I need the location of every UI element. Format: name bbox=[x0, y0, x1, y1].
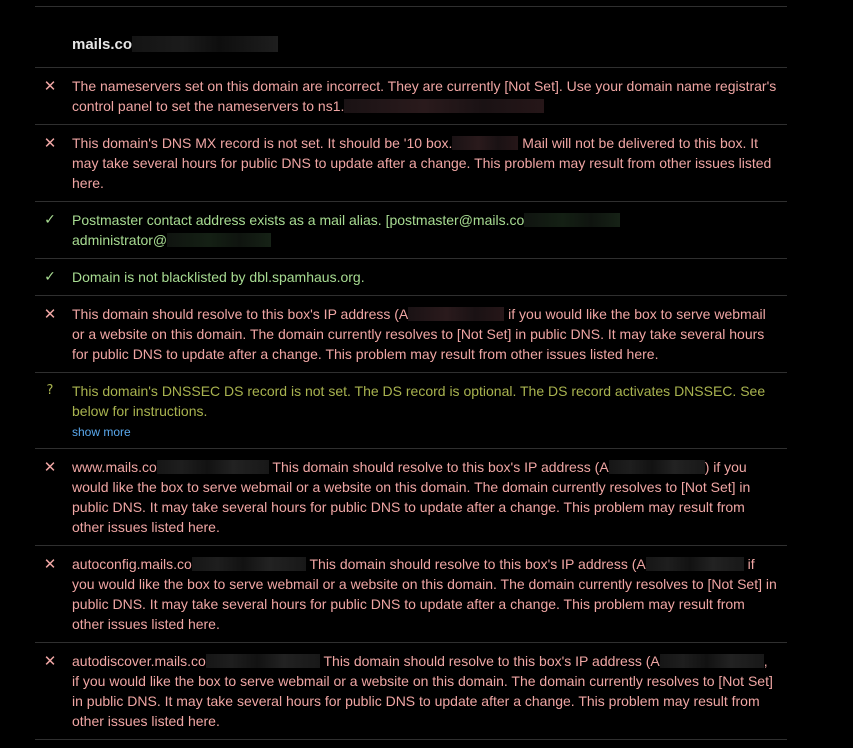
redacted-block bbox=[408, 307, 504, 321]
redacted-block bbox=[206, 654, 320, 668]
redacted-block bbox=[452, 136, 518, 150]
check-row-postmaster bbox=[35, 202, 787, 259]
check-message: autodiscover.mails.co This domain should resolve to this box's IP address (A , if you would like the box to serve webmail or a website on this domain. The domain currently resolves to [Not Set] in public DNS. It may take several hours for public DNS to update after a change. This problem may result from other issues listed here. bbox=[72, 653, 773, 729]
check-row-mx bbox=[35, 125, 787, 202]
question-icon: ? bbox=[46, 383, 54, 398]
check-row-nameservers bbox=[35, 68, 787, 125]
close-icon: ✕ bbox=[43, 134, 57, 152]
close-icon: ✕ bbox=[43, 652, 57, 670]
status-checks-table bbox=[35, 6, 787, 740]
redacted-block bbox=[157, 460, 269, 474]
redacted-block bbox=[646, 557, 744, 571]
check-message: This domain should resolve to this box's IP address (A if you would like the box to serve webmail or a website on this domain. The domain currently resolves to [Not Set] in public DNS. It may take several hours for public DNS to update after a change. This problem may result from other issues listed here. bbox=[72, 306, 766, 362]
redacted-block bbox=[192, 557, 306, 571]
close-icon: ✕ bbox=[43, 555, 57, 573]
check-message: The nameservers set on this domain are incorrect. They are currently [Not Set]. Use your domain name registrar's control panel to set the nameservers to ns1. bbox=[72, 78, 777, 114]
redacted-block bbox=[167, 233, 271, 247]
close-icon: ✕ bbox=[43, 305, 57, 323]
check-row-autodiscover bbox=[35, 643, 787, 740]
check-message: Postmaster contact address exists as a mail alias. [postmaster@mails.co administrator@ bbox=[72, 210, 777, 250]
domain-title: mails.co bbox=[72, 36, 278, 53]
check-row-autoconfig bbox=[35, 546, 787, 643]
check-message: This domain's DNS MX record is not set. It should be '10 box. Mail will not be delivered to this box. It may take several hours for public DNS to update after a change. This problem may result from other issues listed here. bbox=[72, 135, 772, 191]
close-icon: ✕ bbox=[43, 458, 57, 476]
show-more-link[interactable]: show more bbox=[72, 425, 131, 439]
check-row-a-record bbox=[35, 296, 787, 373]
check-message: autoconfig.mails.co This domain should resolve to this box's IP address (A if you would like the box to serve webmail or a website on this domain. The domain currently resolves to [Not Set] in public DNS. It may take several hours for public DNS to update after a change. This problem may result from other issues listed here. bbox=[72, 556, 777, 632]
check-message: Domain is not blacklisted by dbl.spamhaus.org. bbox=[72, 269, 365, 285]
close-icon: ✕ bbox=[43, 77, 57, 95]
check-row-blacklist bbox=[35, 259, 787, 296]
redacted-block bbox=[344, 99, 544, 113]
redacted-block bbox=[132, 36, 278, 52]
redacted-block bbox=[609, 460, 705, 474]
check-message: This domain's DNSSEC DS record is not set. The DS record is optional. The DS record activates DNSSEC. See below for instructions. bbox=[72, 383, 766, 419]
redacted-block bbox=[660, 654, 764, 668]
check-icon: ✓ bbox=[44, 269, 56, 285]
check-row-dnssec bbox=[35, 373, 787, 449]
check-message: www.mails.co This domain should resolve to this box's IP address (A ) if you would like the box to serve webmail or a website on this domain. The domain currently resolves to [Not Set] in public DNS. It may take several hours for public DNS to update after a change. This problem may result from other issues listed here. bbox=[72, 459, 751, 535]
check-row-www bbox=[35, 449, 787, 546]
domain-header-row bbox=[35, 7, 787, 68]
redacted-block bbox=[524, 213, 620, 227]
check-icon: ✓ bbox=[44, 212, 56, 228]
